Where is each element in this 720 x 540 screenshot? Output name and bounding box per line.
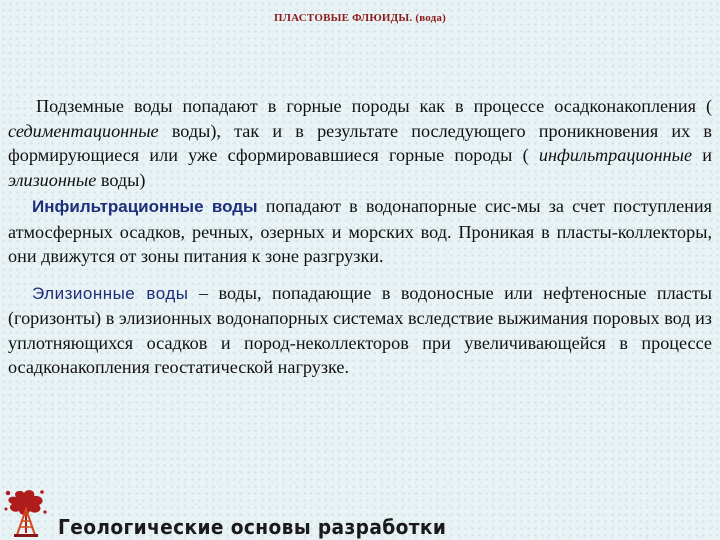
p1-text-3: и [692, 145, 713, 165]
term-infiltration: инфильтрационные [538, 145, 693, 165]
p1-text-4: воды) [96, 169, 146, 190]
paragraph-infiltration-waters [8, 194, 712, 269]
p1-text-1: Подземные воды попадают в горные породы как в процессе осадконакопления ( [36, 96, 712, 116]
elision-waters-text: – воды, попадающие в водоносные или нефтеносные пласты (горизонты) в элизионных водонапорных системах вследствие выжимания поровых вод из уплотняющихся осадков и пород-неколлекторов при увеличивающейся в процессе осадконакопления геостатической нагрузке. [8, 282, 712, 377]
elision-waters-term: Элизионные воды [32, 283, 189, 303]
infiltration-waters-text: попадают в водонапорные сис-мы за счет поступления атмосферных осадков, речных, озерных и морских вод. Проникая в пласты-коллекторы, они движутся от зоны питания к зоне разгрузки. [8, 196, 712, 266]
slide-body [8, 94, 712, 380]
infiltration-waters-term: Инфильтрационные воды [32, 197, 258, 216]
paragraph-groundwater-origin [8, 94, 712, 192]
slide-title: ПЛАСТОВЫЕ ФЛЮИДЫ. (вода) [274, 12, 446, 24]
p1-text-2: воды), так и в результате последующего проникновения их в формирующиеся или уже сформировавшиеся горные породы ( [8, 120, 712, 165]
paragraph-elision-waters [8, 281, 712, 380]
term-sedimentation: седиментационные [8, 120, 159, 141]
term-elision: элизионные [8, 169, 97, 190]
oil-derrick-blot-logo-icon [2, 487, 50, 537]
footer-caption: Геологические основы разработки [58, 515, 447, 539]
